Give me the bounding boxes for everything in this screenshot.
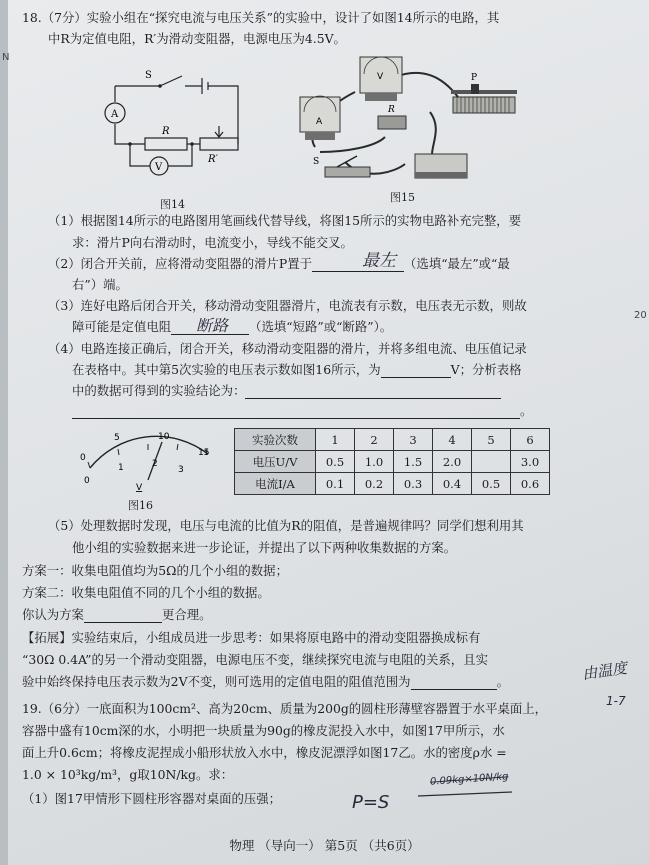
data-table bbox=[234, 428, 550, 495]
extension-line3: 验中始终保持电压表示数为2V不变，则可选用的定值电阻的阻值范围为 。 bbox=[22, 674, 509, 689]
fig14-caption: 图14 bbox=[160, 198, 185, 211]
slider-photo-label: P bbox=[471, 73, 478, 83]
rheostat-label: R′ bbox=[208, 154, 218, 165]
q18-part2-line2: 右”）端。 bbox=[72, 277, 128, 292]
dial-bottom-2: 2 bbox=[152, 459, 158, 469]
q18-part3-line1: （3）连好电路后闭合开关，移动滑动变阻器滑片，电流表有示数，电压表无示数，则故 bbox=[48, 298, 527, 313]
q18-part4-line2: 在表格中。其中第5次实验的电压表示数如图16所示，为 V；分析表格 bbox=[72, 362, 522, 377]
table-row bbox=[235, 429, 550, 451]
margin-mark-right: 20 bbox=[634, 310, 647, 321]
plan-one: 方案一：收集电阻值均为5Ω的几个小组的数据； bbox=[22, 563, 288, 578]
q19-line2: 容器中盛有10cm深的水，小明把一块质量为90g的橡皮泥投入水中，如图17甲所示，水 bbox=[22, 723, 505, 738]
switch-photo-label: S bbox=[313, 157, 320, 167]
q18-part4-line3: 中的数据可得到的实验结论为： bbox=[72, 383, 501, 399]
resistor-label: R bbox=[162, 126, 170, 137]
q18-part4-line1: （4）电路连接正确后，闭合开关，移动滑动变阻器的滑片，并将多组电流、电压值记录 bbox=[48, 341, 527, 356]
table-cell: 0.5 bbox=[316, 451, 355, 473]
q18-part3-line2: 障可能是定值电阻 （选填“短路”或“断路”）。 bbox=[72, 319, 393, 334]
table-cell: 电流I/A bbox=[235, 473, 316, 495]
dial-bottom-3: 3 bbox=[178, 465, 184, 475]
q18-part2-line1: （2）闭合开关前，应将滑动变阻器的滑片P置于 （选填“最左”或“最 bbox=[48, 256, 510, 271]
q18-part5-line1: （5）处理数据时发现，电压与电流的比值为R的阻值，是普遍规律吗？同学们想利用其 bbox=[48, 518, 524, 533]
fig15-caption: 图15 bbox=[390, 191, 415, 204]
q18-part1-line1: （1）根据图14所示的电路图用笔画线代替导线，将图15所示的实物电路补充完整，要 bbox=[48, 213, 522, 228]
table-cell: 5 bbox=[472, 429, 511, 451]
table-cell: 6 bbox=[511, 429, 550, 451]
table-row bbox=[235, 451, 550, 473]
table-cell: 电压U/V bbox=[235, 451, 316, 473]
handwritten-margin-note: 由温度 bbox=[581, 658, 629, 684]
extension-line2: “30Ω 0.4A”的另一个滑动变阻器，电源电压不变，继续探究电流与电阻的关系，且实 bbox=[22, 652, 488, 667]
handwritten-fraction-line bbox=[416, 788, 516, 808]
dial-top-10: 10 bbox=[158, 432, 170, 442]
table-cell: 0.1 bbox=[316, 473, 355, 495]
handwritten-margin-note-2: 1-7 bbox=[606, 694, 626, 708]
table-cell: 2 bbox=[355, 429, 394, 451]
switch-label: S bbox=[145, 70, 152, 81]
resistor-photo-label: R bbox=[388, 105, 395, 115]
plan-two: 方案二：收集电阻值不同的几个小组的数据。 bbox=[22, 585, 270, 600]
table-cell bbox=[472, 451, 511, 473]
table-cell: 1 bbox=[316, 429, 355, 451]
dial-top-0: 0 bbox=[80, 453, 86, 463]
dial-unit: V bbox=[136, 483, 143, 493]
answer-blank-voltage[interactable] bbox=[381, 364, 451, 378]
table-cell: 0.6 bbox=[511, 473, 550, 495]
voltmeter-label: V bbox=[155, 162, 163, 173]
table-cell: 实验次数 bbox=[235, 429, 316, 451]
q18-part5-line2: 他小组的实验数据来进一步论证，并提出了以下两种收集数据的方案。 bbox=[72, 540, 457, 555]
q18-line1: 18.（7分）实验小组在“探究电流与电压关系”的实验中，设计了如图14所示的电路，其 bbox=[22, 10, 500, 25]
answer-blank-plan[interactable] bbox=[84, 609, 162, 623]
q19-part1: （1）图17甲情形下圆柱形容器对桌面的压强； bbox=[22, 791, 282, 806]
table-cell: 1.5 bbox=[394, 451, 433, 473]
circuit-diagram-fig14 bbox=[100, 64, 250, 182]
ammeter-label: A bbox=[111, 109, 119, 120]
dial-bottom-0: 0 bbox=[84, 476, 90, 486]
table-cell: 0.4 bbox=[433, 473, 472, 495]
table-cell: 1.0 bbox=[355, 451, 394, 473]
handwritten-answer-2: 最左 bbox=[362, 251, 396, 271]
q19-line1: 19.（6分）一底面积为100cm²、高为20cm、质量为200g的圆柱形薄壁容器置于水平桌面上， bbox=[22, 701, 548, 716]
dial-bottom-1: 1 bbox=[118, 463, 124, 473]
answer-blank-conclusion-2[interactable] bbox=[72, 405, 520, 419]
dial-top-5: 5 bbox=[114, 433, 120, 443]
margin-mark-left: N bbox=[2, 52, 10, 63]
table-cell: 0.3 bbox=[394, 473, 433, 495]
table-cell: 0.2 bbox=[355, 473, 394, 495]
real-circuit-fig15 bbox=[285, 52, 520, 190]
answer-blank-conclusion[interactable] bbox=[245, 385, 501, 399]
handwritten-answer-3: 断路 bbox=[196, 316, 229, 335]
voltmeter-photo-label: V bbox=[377, 72, 384, 82]
table-row bbox=[235, 473, 550, 495]
table-cell: 4 bbox=[433, 429, 472, 451]
q18-line2: 中R为定值电阻，R′为滑动变阻器，电源电压为4.5V。 bbox=[48, 31, 346, 46]
q18-part1-line2: 求：滑片P向右滑动时，电流变小，导线不能交叉。 bbox=[72, 235, 353, 250]
extension-line1: 【拓展】实验结束后，小组成员进一步思考：如果将原电路中的滑动变阻器换成标有 bbox=[22, 630, 481, 645]
dial-top-15: 15 bbox=[198, 448, 210, 458]
page-footer: 物理 （导向一） 第5页 （共6页） bbox=[229, 838, 420, 853]
q18-part4-line4: 。 bbox=[72, 403, 532, 419]
handwritten-formula: P=S bbox=[352, 792, 390, 813]
table-cell: 2.0 bbox=[433, 451, 472, 473]
q19-line3: 面上升0.6cm；将橡皮泥捏成小船形状放入水中，橡皮泥漂浮如图17乙。水的密度ρ水 = bbox=[22, 745, 507, 760]
q19-line4: 1.0 × 10³kg/m³，g取10N/kg。求： bbox=[22, 767, 234, 782]
table-cell: 3.0 bbox=[511, 451, 550, 473]
voltmeter-dial-fig16 bbox=[80, 428, 220, 496]
ammeter-photo-label: A bbox=[316, 117, 323, 127]
page-edge bbox=[0, 0, 8, 865]
answer-blank-range[interactable] bbox=[411, 676, 497, 690]
table-cell: 3 bbox=[394, 429, 433, 451]
plan-choice: 你认为方案 更合理。 bbox=[22, 607, 212, 622]
handwritten-calculation: 0.09kg×10N/kg bbox=[429, 771, 509, 788]
fig16-caption: 图16 bbox=[128, 499, 153, 512]
table-cell: 0.5 bbox=[472, 473, 511, 495]
